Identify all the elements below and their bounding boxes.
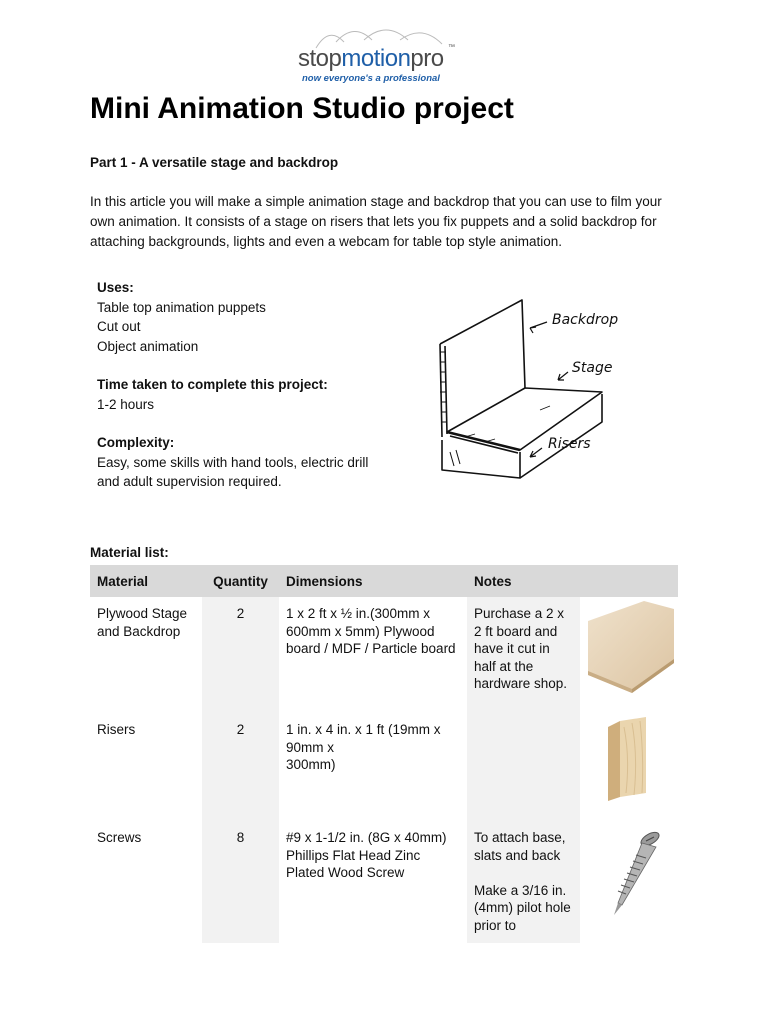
uses-label: Uses: — [97, 280, 134, 295]
cell-line: hardware shop. — [474, 676, 568, 691]
header-quantity: Quantity — [202, 565, 279, 597]
cell-line: Risers — [97, 722, 136, 737]
cell-line: board / MDF / Particle board — [286, 641, 456, 656]
material-list-label: Material list: — [90, 545, 169, 560]
uses-item: Object animation — [97, 338, 199, 354]
table-row — [90, 821, 678, 943]
cell-line: 90mm x — [286, 739, 335, 755]
table-row — [90, 713, 678, 821]
complexity-text: Easy, some skills with hand tools, electric drill — [97, 454, 369, 470]
uses-item: Cut out — [97, 319, 141, 334]
cell-line: To attach base, — [474, 830, 566, 845]
sketch-label-backdrop: Backdrop — [552, 312, 619, 328]
cell-line: 1 x 2 ft x ½ in.(300mm x — [286, 606, 431, 621]
plywood-image — [586, 601, 676, 693]
complexity-text: and adult supervision required. — [97, 474, 282, 489]
wood-riser-image — [586, 717, 676, 803]
cell-image — [580, 597, 678, 713]
cell-line: (4mm) pilot hole — [474, 900, 571, 915]
cell-line: Screws — [97, 830, 142, 845]
project-info — [97, 278, 397, 492]
cell-line: slats and back — [474, 847, 561, 863]
header-image — [580, 565, 678, 597]
screw-image — [586, 825, 676, 917]
cell-line: 600mm x 5mm) Plywood — [286, 623, 435, 639]
part-title: Part 1 - A versatile stage and backdrop — [90, 155, 339, 170]
cell-line: have it cut in — [474, 641, 550, 656]
cell-line: prior to — [474, 917, 517, 933]
cell-line: Plated Wood Screw — [286, 865, 405, 880]
header-notes: Notes — [467, 565, 580, 597]
stage-sketch — [430, 292, 630, 492]
table-row — [90, 597, 678, 713]
time-label: Time taken to complete this project: — [97, 377, 328, 392]
trademark-symbol: ™ — [448, 44, 455, 51]
cell-line: Purchase a 2 x — [474, 606, 565, 621]
cell-dimensions — [279, 597, 467, 713]
uses-item: Table top animation puppets — [97, 299, 266, 315]
intro-paragraph: In this article you will make a simple animation stage and backdrop that you can use to film your own animation. It consists of a stage on risers that lets you fix puppets and a solid backdrop for attaching backgrounds, lights and even a webcam for table top style animation. — [90, 194, 662, 249]
cell-line: 1 in. x 4 in. x 1 ft (19mm x — [286, 722, 441, 737]
cell-line: Phillips Flat Head Zinc — [286, 847, 421, 863]
cell-quantity: 8 — [202, 821, 279, 943]
sketch-label-risers: Risers — [548, 436, 591, 452]
header-dimensions: Dimensions — [279, 565, 467, 597]
cell-line: 300mm) — [286, 757, 336, 772]
cell-material — [90, 597, 202, 713]
cell-line: half at the — [474, 658, 534, 674]
cell-line: and Backdrop — [97, 623, 181, 639]
complexity-label: Complexity: — [97, 435, 175, 450]
cell-material — [90, 821, 202, 943]
cell-line: #9 x 1-1/2 in. (8G x 40mm) — [286, 830, 447, 845]
sketch-label-stage: Stage — [572, 360, 613, 376]
cell-line: Make a 3/16 in. — [474, 882, 567, 898]
brand-wordmark: stopmotionpro — [298, 45, 444, 72]
brand-logo — [296, 22, 466, 82]
cell-dimensions — [279, 713, 467, 821]
header-material: Material — [90, 565, 202, 597]
cell-notes — [467, 597, 580, 713]
cell-line: 2 ft board and — [474, 623, 558, 639]
cell-line: Plywood Stage — [97, 606, 188, 621]
cell-material — [90, 713, 202, 821]
time-value: 1-2 hours — [97, 396, 155, 412]
brand-tagline: now everyone's a professional — [302, 73, 440, 84]
cell-notes — [467, 821, 580, 943]
cell-notes — [467, 713, 580, 821]
cell-dimensions — [279, 821, 467, 943]
page-title: Mini Animation Studio project — [90, 92, 514, 125]
cell-quantity: 2 — [202, 597, 279, 713]
cell-image — [580, 713, 678, 821]
table-header-row — [90, 565, 678, 597]
cell-image — [580, 821, 678, 943]
material-table — [90, 565, 678, 943]
cell-quantity: 2 — [202, 713, 279, 821]
